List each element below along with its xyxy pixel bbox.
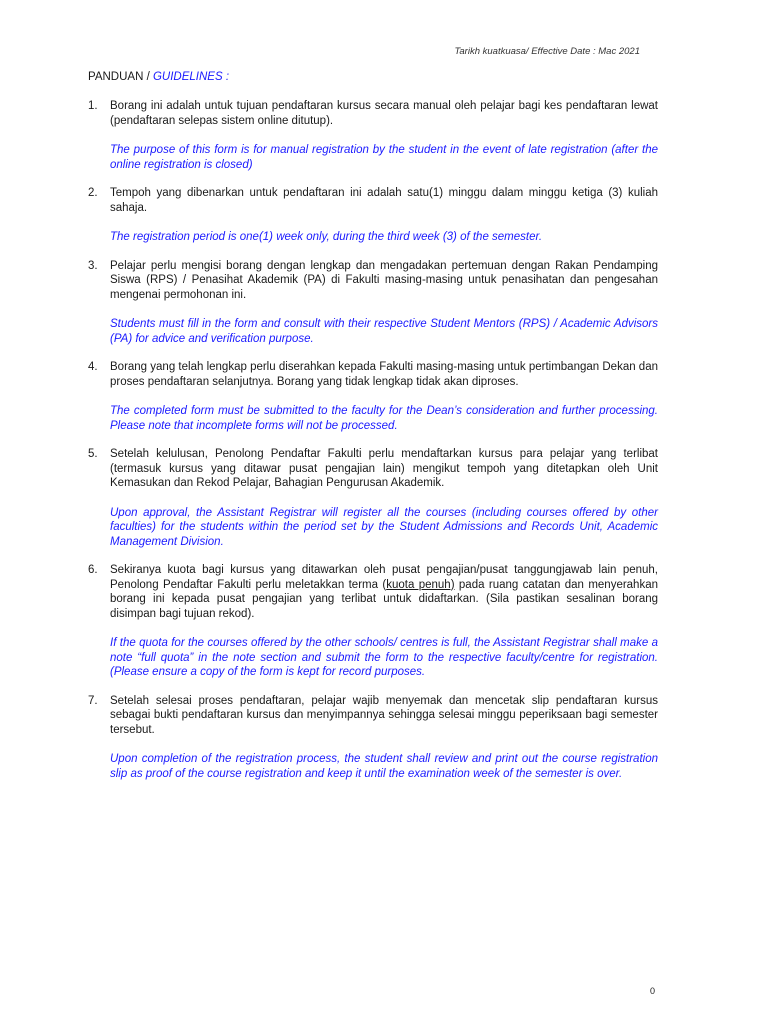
item-english-text: If the quota for the courses offered by the other schools/ centres is full, the Assistant Registrar shall make a note “full quota” in the note section and submit the form to the respective faculty/centre for registration. (Please ensure a copy of the form is kept for record purposes. — [110, 637, 658, 678]
item-english-text: Students must fill in the form and consult with their respective Student Mentors (RPS) / Academic Advisors (PA) for advice and verification purpose. — [110, 318, 658, 345]
item-malay-text: Borang ini adalah untuk tujuan pendaftaran kursus secara manual oleh pelajar bagi kes pendaftaran lewat (pendaftaran selepas sistem online ditutup). — [110, 100, 658, 127]
item-number: 1. — [88, 100, 98, 112]
heading-malay: PANDUAN / — [88, 71, 150, 83]
guideline-item-1 — [88, 99, 658, 172]
page-number: 0 — [649, 986, 655, 996]
guideline-item-3 — [88, 259, 658, 347]
item-malay-text: Pelajar perlu mengisi borang dengan lengkap dan mengadakan pertemuan dengan Rakan Pendamping Siswa (RPS) / Penasihat Akademik (PA) di Fakulti masing-masing untuk penasihatan dan pengesahan mengenai permohonan ini. — [110, 259, 658, 301]
item-english-text: The registration period is one(1) week only, during the third week (3) of the semester. — [110, 231, 543, 243]
item-number: 4. — [88, 361, 98, 373]
item-malay-text — [110, 563, 658, 621]
item-english-text: The purpose of this form is for manual registration by the student in the event of late registration (after the online registration is closed) — [110, 144, 658, 171]
item-number: 6. — [88, 564, 98, 576]
item-malay-text: Tempoh yang dibenarkan untuk pendaftaran ini adalah satu(1) minggu dalam minggu ketiga (3) kuliah sahaja. — [110, 187, 658, 214]
guidelines-heading — [88, 71, 229, 83]
item-english-text: Upon approval, the Assistant Registrar will register all the courses (including courses offered by other faculties) for the students within the period set by the Student Admissions and Records Unit, Academic Management Division. — [110, 506, 658, 548]
guidelines-list — [88, 99, 658, 795]
guideline-item-7 — [88, 694, 658, 782]
item-malay-text: Setelah selesai proses pendaftaran, pelajar wajib menyemak dan mencetak slip pendaftaran kursus sebagai bukti pendaftaran kursus dan menyimpannya sehingga selesai minggu peperiksaan bagi semester tersebut. — [110, 694, 658, 736]
item-english-text: The completed form must be submitted to the faculty for the Dean’s consideration and further processing. Please note that incomplete forms will not be processed. — [110, 405, 658, 432]
item-malay-text-before: Sekiranya kuota bagi kursus yang ditawarkan oleh pusat pengajian/pusat tanggungjawab lain penuh, Penolong Pendaftar Fakulti perlu meletakkan terma ( — [110, 564, 658, 591]
effective-date: Tarikh kuatkuasa/ Effective Date : Mac 2021 — [454, 46, 640, 57]
guideline-item-2 — [88, 186, 658, 245]
guideline-item-6 — [88, 563, 658, 680]
guideline-item-5 — [88, 447, 658, 549]
item-malay-text-after: pada ruang catatan dan menyerahkan borang ini kepada pusat pengajian yang terlibat untuk didaftarkan. (Sila pastikan sesalinan borang disimpan bagi tujuan rekod). — [110, 578, 658, 620]
item-english-text: Upon completion of the registration process, the student shall review and print out the course registration slip as proof of the course registration and keep it until the examination week of the semester is over. — [110, 753, 658, 780]
item-number: 3. — [88, 259, 98, 272]
heading-english: GUIDELINES : — [152, 71, 230, 83]
item-malay-text: Setelah kelulusan, Penolong Pendaftar Fakulti perlu mendaftarkan kursus para pelajar yang terlibat (termasuk kursus yang ditawar pusat pengajian lain) mengikut tempoh yang ditetapkan oleh Unit Kemasukan dan Rekod Pelajar, Bahagian Pengurusan Akademik. — [110, 448, 658, 489]
item-number: 2. — [88, 187, 98, 199]
item-malay-text: Borang yang telah lengkap perlu diserahkan kepada Fakulti masing-masing untuk pertimbangan Dekan dan proses pendaftaran selanjutnya. Borang yang tidak lengkap tidak akan diproses. — [110, 361, 658, 388]
guideline-item-4 — [88, 360, 658, 433]
item-number: 5. — [88, 448, 98, 460]
full-quota-term: kuota penuh) — [386, 578, 455, 591]
item-number: 7. — [88, 694, 98, 707]
